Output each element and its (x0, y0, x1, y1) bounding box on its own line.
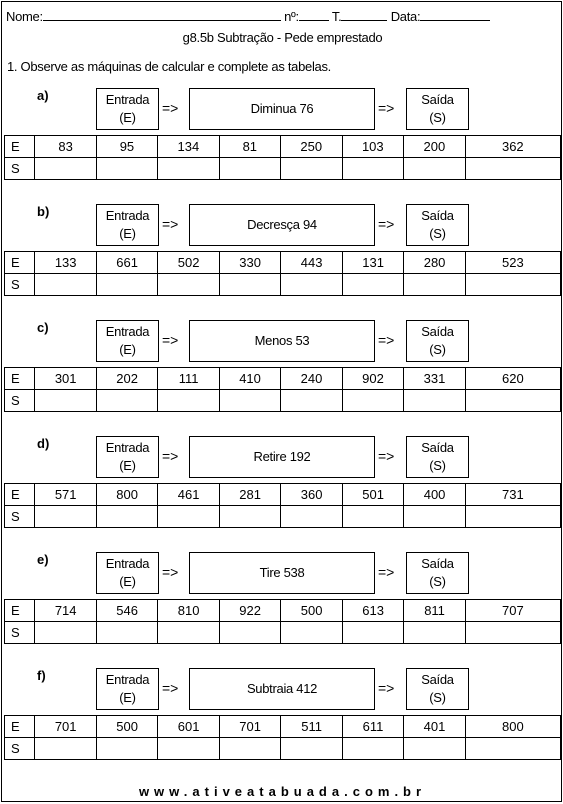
entrada-cell: 200 (404, 136, 466, 158)
saida-answer-cell[interactable] (342, 622, 403, 644)
entrada-cell: 81 (219, 136, 280, 158)
saida-answer-cell[interactable] (280, 158, 342, 180)
arrow-icon: => (378, 680, 395, 696)
arrow-icon: => (378, 448, 395, 464)
entrada-cell: 360 (281, 484, 342, 506)
entrada-cell: 111 (158, 368, 219, 390)
entrada-cell: 301 (35, 368, 96, 390)
entrada-symbol: (E) (119, 110, 136, 125)
saida-answer-cell[interactable] (281, 506, 342, 528)
operation-label: Tire 538 (259, 565, 305, 580)
saida-answer-cell[interactable] (465, 506, 560, 528)
saida-row (5, 506, 561, 528)
saida-answer-cell[interactable] (342, 390, 403, 412)
saida-answer-cell[interactable] (158, 274, 219, 296)
entrada-cell: 613 (342, 600, 403, 622)
footer-url: www.ativeatabuada.com.br (138, 784, 427, 799)
operation-box (189, 668, 375, 710)
saida-row (5, 390, 561, 412)
entrada-cell: 362 (465, 136, 560, 158)
entrada-cell: 800 (96, 484, 157, 506)
row-label-e: E (5, 716, 35, 738)
entrada-cell: 902 (342, 368, 403, 390)
entrada-label: Entrada (105, 92, 150, 107)
saida-answer-cell[interactable] (465, 738, 560, 760)
saida-answer-cell[interactable] (404, 158, 466, 180)
saida-answer-cell[interactable] (281, 390, 342, 412)
entrada-cell: 810 (158, 600, 219, 622)
input-output-table (4, 367, 561, 412)
saida-box (406, 668, 469, 710)
saida-answer-cell[interactable] (96, 506, 157, 528)
entrada-cell: 800 (465, 716, 560, 738)
operation-label: Menos 53 (254, 333, 310, 348)
entrada-cell: 133 (35, 252, 96, 274)
operation-box (189, 204, 375, 246)
row-label-e: E (5, 600, 35, 622)
arrow-icon: => (162, 332, 179, 348)
arrow-icon: => (162, 448, 179, 464)
saida-label: Saída (421, 672, 454, 687)
entrada-row (5, 716, 561, 738)
row-label-s: S (5, 158, 35, 180)
saida-answer-cell[interactable] (281, 622, 342, 644)
saida-symbol: (S) (429, 690, 446, 705)
saida-answer-cell[interactable] (281, 738, 342, 760)
entrada-symbol: (E) (119, 690, 136, 705)
saida-answer-cell[interactable] (96, 622, 157, 644)
saida-box (406, 552, 469, 594)
saida-answer-cell[interactable] (465, 158, 560, 180)
numero-label: nº: (284, 9, 299, 24)
saida-answer-cell[interactable] (96, 390, 157, 412)
entrada-cell: 461 (158, 484, 219, 506)
entrada-label: Entrada (105, 672, 150, 687)
saida-answer-cell[interactable] (35, 622, 96, 644)
saida-symbol: (S) (429, 574, 446, 589)
saida-answer-cell[interactable] (35, 506, 96, 528)
saida-answer-cell[interactable] (342, 274, 403, 296)
operation-label: Subtraia 412 (246, 681, 318, 696)
entrada-cell: 571 (35, 484, 96, 506)
entrada-box (96, 552, 159, 594)
saida-answer-cell[interactable] (281, 274, 342, 296)
entrada-cell: 811 (404, 600, 465, 622)
operation-label: Retire 192 (253, 449, 311, 464)
numero-field[interactable] (299, 8, 329, 21)
entrada-symbol: (E) (119, 458, 136, 473)
saida-answer-cell[interactable] (96, 158, 157, 180)
row-label-s: S (5, 390, 35, 412)
arrow-icon: => (162, 680, 179, 696)
saida-answer-cell[interactable] (219, 390, 280, 412)
saida-symbol: (S) (429, 342, 446, 357)
entrada-cell: 202 (96, 368, 157, 390)
nome-label: Nome: (6, 9, 43, 24)
entrada-cell: 500 (281, 600, 342, 622)
saida-label: Saída (421, 208, 454, 223)
row-label-e: E (5, 252, 35, 274)
saida-answer-cell[interactable] (404, 506, 465, 528)
saida-row (5, 158, 561, 180)
saida-answer-cell[interactable] (35, 158, 96, 180)
saida-answer-cell[interactable] (158, 390, 219, 412)
entrada-box (96, 88, 159, 130)
entrada-symbol: (E) (119, 226, 136, 241)
saida-answer-cell[interactable] (219, 622, 280, 644)
row-label-s: S (5, 274, 35, 296)
data-field[interactable] (420, 8, 490, 21)
entrada-cell: 714 (35, 600, 96, 622)
saida-answer-cell[interactable] (404, 390, 465, 412)
arrow-icon: => (378, 100, 395, 116)
input-output-table (4, 135, 561, 180)
saida-answer-cell[interactable] (404, 738, 465, 760)
operation-box (189, 552, 375, 594)
entrada-cell: 701 (219, 716, 280, 738)
entrada-box (96, 668, 159, 710)
entrada-cell: 523 (465, 252, 560, 274)
saida-answer-cell[interactable] (158, 158, 220, 180)
entrada-label: Entrada (105, 324, 150, 339)
input-output-table (4, 251, 561, 296)
saida-row (5, 738, 561, 760)
saida-answer-cell[interactable] (404, 622, 465, 644)
entrada-cell: 546 (96, 600, 157, 622)
header-fields (6, 8, 490, 24)
entrada-cell: 620 (465, 368, 560, 390)
entrada-cell: 500 (96, 716, 157, 738)
data-label: Data: (390, 9, 421, 24)
entrada-cell: 330 (219, 252, 280, 274)
saida-label: Saída (421, 440, 454, 455)
operation-box (189, 88, 375, 130)
entrada-box (96, 320, 159, 362)
entrada-cell: 707 (465, 600, 560, 622)
entrada-box (96, 436, 159, 478)
arrow-icon: => (378, 216, 395, 232)
section-label: d) (37, 436, 50, 451)
worksheet-title: g8.5b Subtração - Pede emprestado (182, 30, 383, 45)
saida-answer-cell[interactable] (465, 622, 560, 644)
saida-answer-cell[interactable] (465, 390, 560, 412)
saida-answer-cell[interactable] (96, 738, 157, 760)
saida-answer-cell[interactable] (342, 738, 403, 760)
operation-label: Decresça 94 (247, 217, 317, 232)
saida-label: Saída (421, 92, 454, 107)
entrada-row (5, 600, 561, 622)
entrada-cell: 443 (281, 252, 342, 274)
entrada-cell: 601 (158, 716, 219, 738)
operation-box (189, 436, 375, 478)
saida-answer-cell[interactable] (35, 274, 96, 296)
entrada-cell: 240 (281, 368, 342, 390)
row-label-s: S (5, 738, 35, 760)
saida-symbol: (S) (429, 110, 446, 125)
entrada-label: Entrada (105, 208, 150, 223)
saida-answer-cell[interactable] (219, 274, 280, 296)
arrow-icon: => (162, 216, 179, 232)
entrada-cell: 83 (35, 136, 96, 158)
entrada-cell: 701 (35, 716, 96, 738)
saida-symbol: (S) (429, 226, 446, 241)
section-label: b) (37, 204, 50, 219)
operation-box (189, 320, 375, 362)
saida-row (5, 274, 561, 296)
saida-answer-cell[interactable] (404, 274, 465, 296)
entrada-cell: 922 (219, 600, 280, 622)
entrada-cell: 731 (465, 484, 560, 506)
arrow-icon: => (378, 564, 395, 580)
entrada-cell: 250 (280, 136, 342, 158)
saida-answer-cell[interactable] (158, 506, 219, 528)
nome-field[interactable] (43, 8, 281, 21)
section-label: e) (37, 552, 49, 567)
entrada-symbol: (E) (119, 574, 136, 589)
row-label-s: S (5, 622, 35, 644)
saida-answer-cell[interactable] (219, 506, 280, 528)
saida-answer-cell[interactable] (35, 390, 96, 412)
row-label-e: E (5, 368, 35, 390)
arrow-icon: => (378, 332, 395, 348)
saida-symbol: (S) (429, 458, 446, 473)
entrada-cell: 661 (96, 252, 157, 274)
entrada-cell: 95 (96, 136, 157, 158)
input-output-table (4, 599, 561, 644)
entrada-cell: 281 (219, 484, 280, 506)
entrada-cell: 331 (404, 368, 465, 390)
row-label-e: E (5, 484, 35, 506)
entrada-label: Entrada (105, 556, 150, 571)
instruction-text: 1. Observe as máquinas de calcular e complete as tabelas. (7, 59, 331, 74)
entrada-row (5, 484, 561, 506)
entrada-cell: 611 (342, 716, 403, 738)
section-label: f) (37, 668, 46, 683)
entrada-cell: 134 (158, 136, 220, 158)
entrada-box (96, 204, 159, 246)
entrada-cell: 410 (219, 368, 280, 390)
saida-label: Saída (421, 324, 454, 339)
entrada-cell: 502 (158, 252, 219, 274)
entrada-cell: 511 (281, 716, 342, 738)
turma-field[interactable] (341, 8, 387, 21)
saida-box (406, 320, 469, 362)
arrow-icon: => (162, 100, 179, 116)
entrada-cell: 400 (404, 484, 465, 506)
row-label-e: E (5, 136, 35, 158)
entrada-cell: 103 (342, 136, 404, 158)
input-output-table (4, 715, 561, 760)
entrada-label: Entrada (105, 440, 150, 455)
arrow-icon: => (162, 564, 179, 580)
entrada-cell: 401 (404, 716, 465, 738)
worksheet-page (1, 1, 562, 802)
saida-label: Saída (421, 556, 454, 571)
section-label: c) (37, 320, 49, 335)
saida-box (406, 204, 469, 246)
saida-box (406, 436, 469, 478)
entrada-row (5, 252, 561, 274)
saida-box (406, 88, 469, 130)
saida-answer-cell[interactable] (219, 738, 280, 760)
saida-answer-cell[interactable] (342, 506, 403, 528)
entrada-cell: 280 (404, 252, 465, 274)
section-label: a) (37, 88, 49, 103)
saida-answer-cell[interactable] (158, 738, 219, 760)
saida-answer-cell[interactable] (219, 158, 280, 180)
row-label-s: S (5, 506, 35, 528)
operation-label: Diminua 76 (250, 101, 314, 116)
saida-row (5, 622, 561, 644)
saida-answer-cell[interactable] (35, 738, 96, 760)
input-output-table (4, 483, 561, 528)
turma-label: T. (331, 9, 342, 24)
entrada-row (5, 136, 561, 158)
entrada-row (5, 368, 561, 390)
entrada-symbol: (E) (119, 342, 136, 357)
saida-answer-cell[interactable] (158, 622, 219, 644)
saida-answer-cell[interactable] (465, 274, 560, 296)
saida-answer-cell[interactable] (96, 274, 157, 296)
saida-answer-cell[interactable] (342, 158, 404, 180)
entrada-cell: 501 (342, 484, 403, 506)
entrada-cell: 131 (342, 252, 403, 274)
